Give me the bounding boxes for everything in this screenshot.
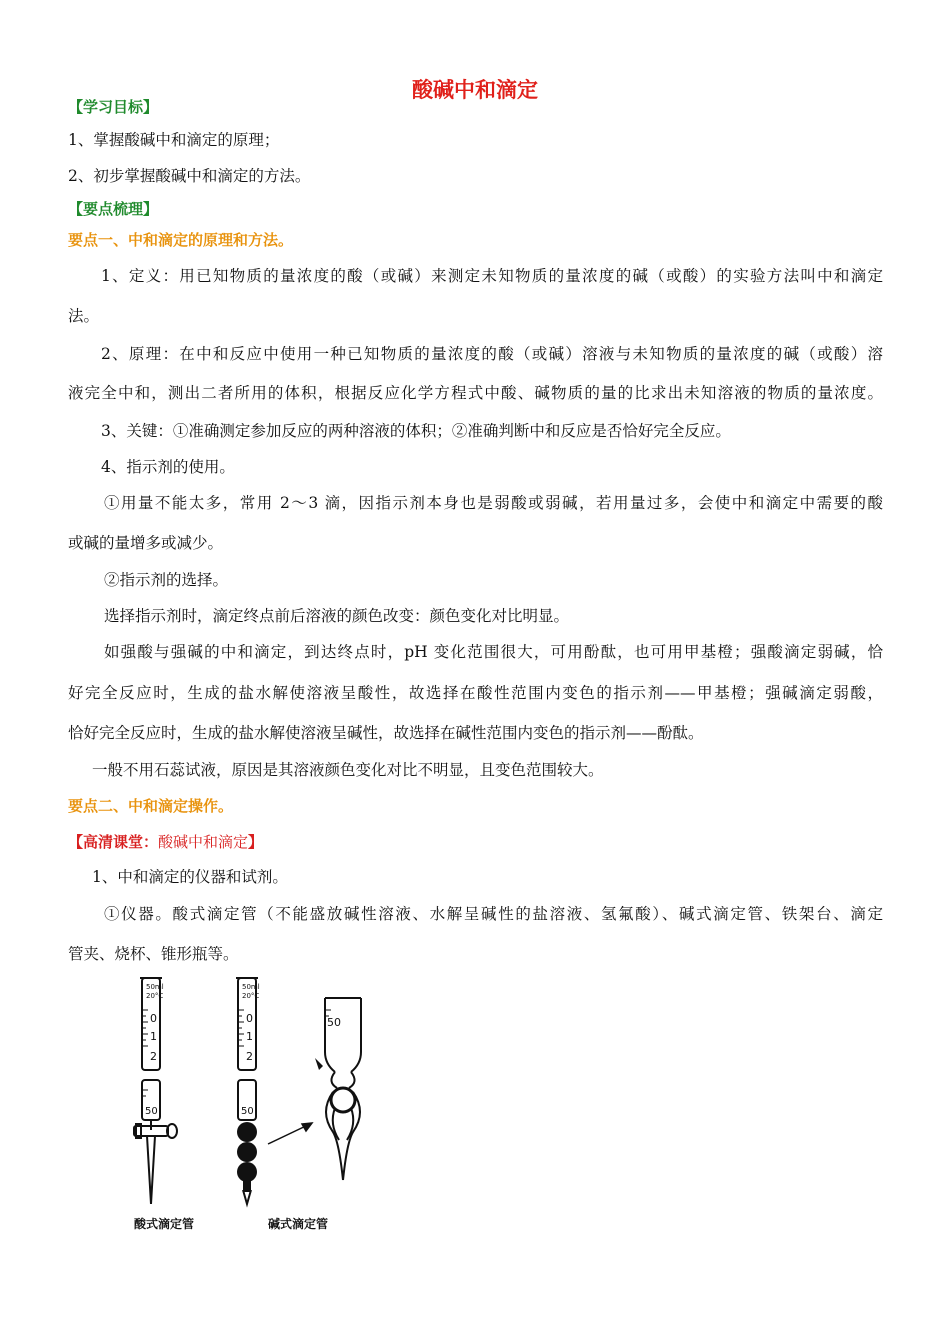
definition-line-1: 1、定义：用已知物质的量浓度的酸（或碱）来测定未知物质的量浓度的碱（或酸）的实验方法叫中和滴定 <box>101 267 883 285</box>
example-line-3: 恰好完全反应时，生成的盐水解使溶液呈碱性，故选择在碱性范围内变色的指示剂——酚酞。 <box>68 724 704 742</box>
objective-2: 2、初步掌握酸碱中和滴定的方法。 <box>68 167 311 185</box>
acid-temp-label: 20°C <box>146 992 164 1000</box>
base-tick-1: 1 <box>246 1030 253 1043</box>
hd-class-line <box>68 832 883 852</box>
key-points-heading: 【要点梳理】 <box>68 200 159 218</box>
indicator-line: 4、指示剂的使用。 <box>101 458 235 476</box>
key-line: 3、关键：①准确测定参加反应的两种溶液的体积；②准确判断中和反应是否恰好完全反应。 <box>101 422 731 440</box>
hd-bracket-open: 【高清课堂： <box>68 833 159 851</box>
principle-line-1: 2、原理：在中和反应中使用一种已知物质的量浓度的酸（或碱）溶液与未知物质的量浓度的碱（或酸）溶 <box>101 345 883 363</box>
definition-line-2: 法。 <box>68 307 100 325</box>
choose-line: 选择指示剂时，滴定终点前后溶液的颜色改变：颜色变化对比明显。 <box>104 607 570 625</box>
base-burette-rubber-tube <box>237 1122 257 1192</box>
acid-tick-1: 1 <box>150 1030 157 1043</box>
base-tick-0: 0 <box>246 1012 253 1025</box>
base-tick-2: 2 <box>246 1050 253 1063</box>
example-line-2: 好完全反应时，生成的盐水解使溶液呈酸性，故选择在酸性范围内变色的指示剂——甲基橙；强碱滴定弱酸， <box>68 684 883 702</box>
objective-1: 1、掌握酸碱中和滴定的原理； <box>68 131 280 149</box>
acid-tick-50: 50 <box>145 1106 158 1117</box>
objectives-heading: 【学习目标】 <box>68 98 159 116</box>
instruments-line: 1、中和滴定的仪器和试剂。 <box>92 868 288 886</box>
acid-burette-caption: 酸式滴定管 <box>134 1217 195 1231</box>
base-top-label: 50ml <box>242 983 260 991</box>
principle-line-2: 液完全中和，测出二者所用的体积，根据反应化学方程式中酸、碱物质的量的比求出未知溶液的物质的量浓度。 <box>68 384 883 402</box>
choice-line: ②指示剂的选择。 <box>104 571 229 589</box>
hd-topic: 酸碱中和滴定 <box>158 833 249 851</box>
litmus-line: 一般不用石蕊试液，原因是其溶液颜色变化对比不明显，且变色范围较大。 <box>92 761 604 779</box>
amount-line-1: ①用量不能太多，常用 2～3 滴，因指示剂本身也是弱酸或弱碱，若用量过多，会使中和滴定中需要的酸 <box>104 494 883 512</box>
base-tick-50: 50 <box>241 1106 254 1117</box>
zoom-tick-50: 50 <box>327 1016 341 1029</box>
point2-heading: 要点二、中和滴定操作。 <box>68 797 234 815</box>
acid-tick-2: 2 <box>150 1050 157 1063</box>
base-temp-label: 20°C <box>242 992 260 1000</box>
example-line-1: 如强酸与强碱的中和滴定，到达终点时，pH 变化范围很大，可用酚酞，也可用甲基橙；强酸滴定弱碱，恰 <box>104 643 883 661</box>
document-title: 酸碱中和滴定 <box>412 78 538 102</box>
point1-heading: 要点一、中和滴定的原理和方法。 <box>68 231 294 249</box>
hd-bracket-close: 】 <box>248 833 264 851</box>
acid-tick-0: 0 <box>150 1012 157 1025</box>
instrument-line-1: ①仪器。酸式滴定管（不能盛放碱性溶液、水解呈碱性的盐溶液、氢氟酸）、碱式滴定管、铁架台、滴定 <box>104 905 883 923</box>
rubber-tube-detail <box>305 992 380 1192</box>
amount-line-2: 或碱的量增多或减少。 <box>68 534 224 552</box>
acid-top-label: 50ml <box>146 983 164 991</box>
base-burette-caption: 碱式滴定管 <box>268 1217 329 1231</box>
instrument-line-2: 管夹、烧杯、锥形瓶等。 <box>68 945 239 963</box>
